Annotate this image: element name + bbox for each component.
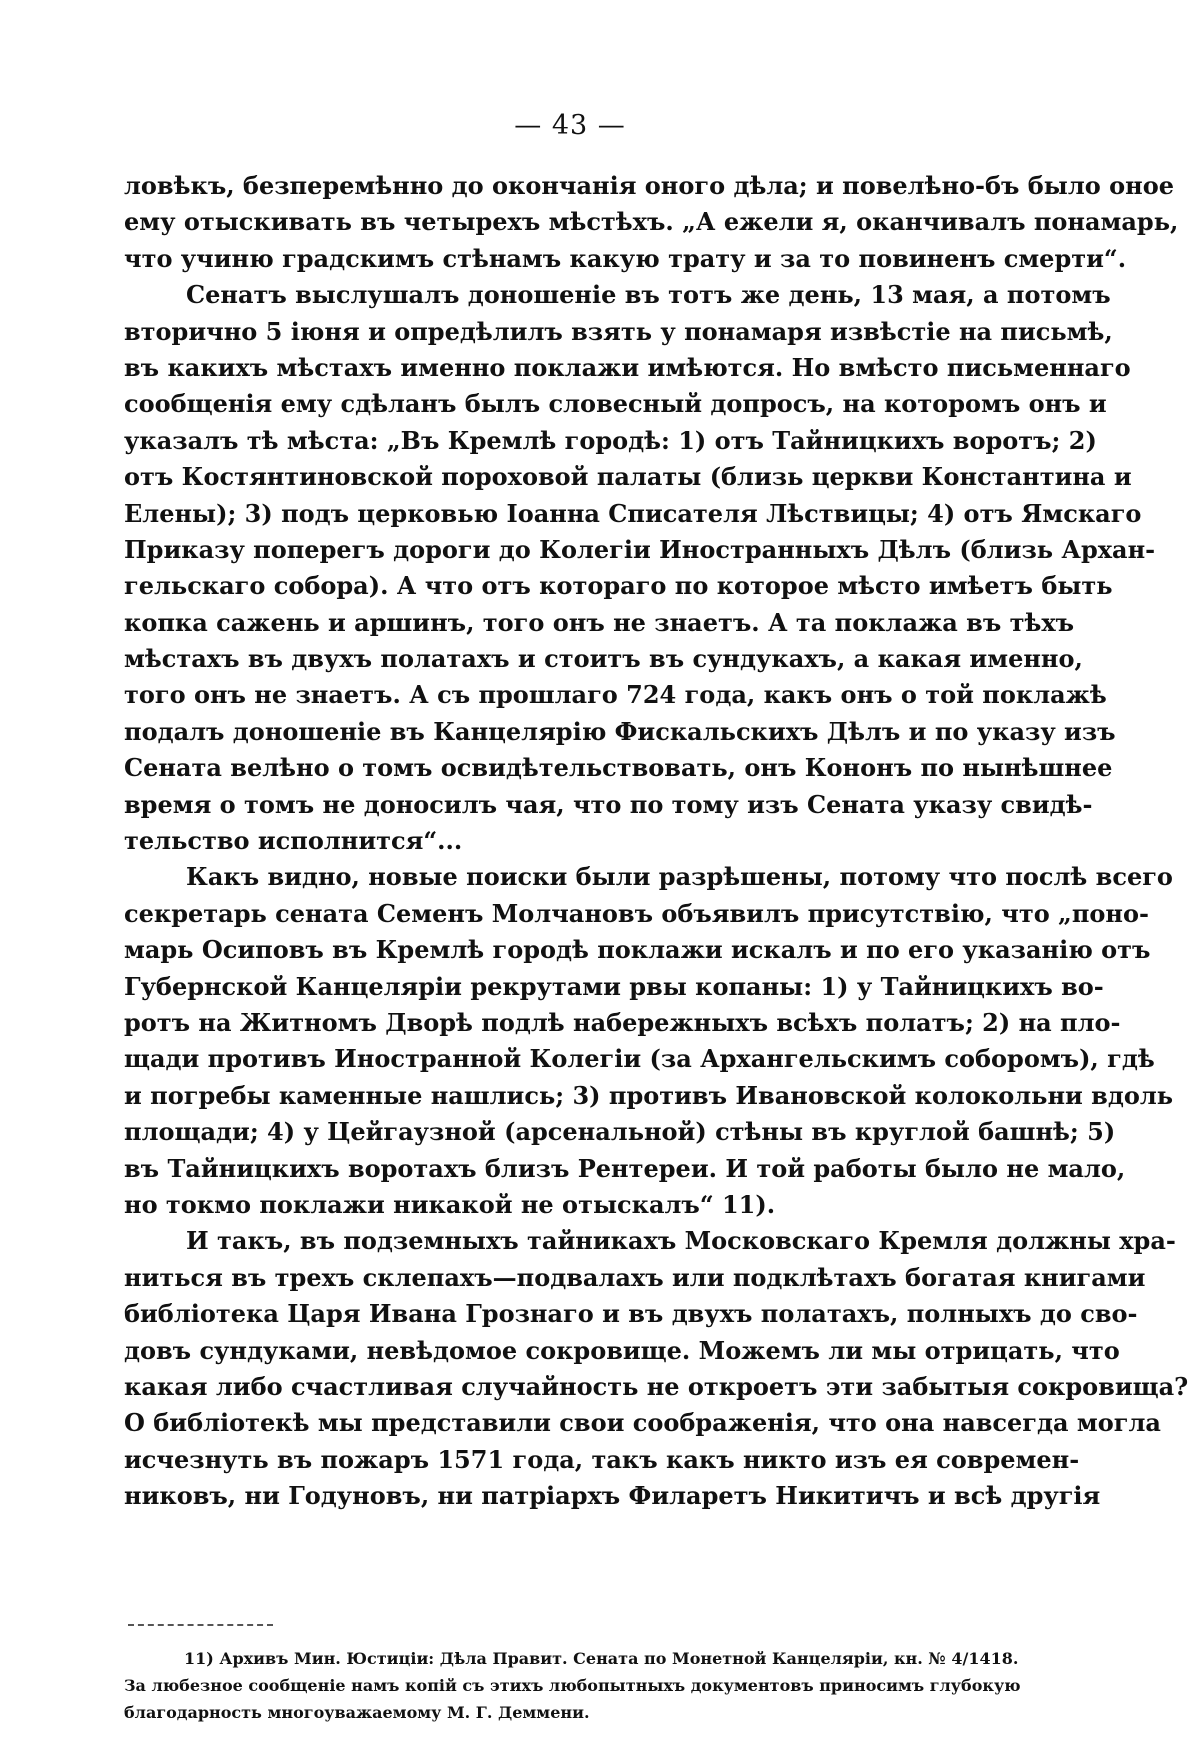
text-line: въ какихъ мѣстахъ именно поклажи имѣются. Но вмѣсто письменнаго [124, 352, 1131, 382]
footnote-line: За любезное сообщеніе намъ копій съ этихъ любопытныхъ документовъ приносимъ глубокую [124, 1676, 1021, 1695]
footnote-line: 11) Архивъ Мин. Юстиціи: Дѣла Правит. Сената по Монетной Канцеляріи, кн. № 4/1418. [184, 1649, 1019, 1668]
text-line: ему отыскивать въ четырехъ мѣстѣхъ. „А ежели я, оканчивалъ понамарь, [124, 207, 1179, 237]
text-line: подалъ доношеніе въ Канцелярію Фискальскихъ Дѣлъ и по указу изъ [124, 716, 1116, 746]
text-line: указалъ тѣ мѣста: „Въ Кремлѣ городѣ: 1) отъ Тайницкихъ воротъ; 2) [124, 425, 1097, 455]
text-line: площади; 4) у Цейгаузной (арсенальной) стѣны въ круглой башнѣ; 5) [124, 1117, 1116, 1147]
text-line: библіотека Царя Ивана Грознаго и въ двухъ полатахъ, полныхъ до сво- [124, 1299, 1138, 1329]
text-line: ниться въ трехъ склепахъ—подвалахъ или подклѣтахъ богатая книгами [124, 1262, 1146, 1292]
text-line: что учиню градскимъ стѣнамъ какую трату и за то повиненъ смерти“. [124, 243, 1127, 273]
paragraph-start-line: Какъ видно, новые поиски были разрѣшены, потому что послѣ всего [186, 862, 1173, 892]
text-line: вторично 5 іюня и опредѣлилъ взять у понамаря извѣстіе на письмѣ, [124, 316, 1113, 346]
text-line: секретарь сената Семенъ Молчановъ объявилъ присутствію, что „поно- [124, 898, 1149, 928]
footnote-line: благодарность многоуважаемому М. Г. Деммени. [124, 1703, 590, 1722]
text-line: гельскаго собора). А что отъ котораго по которое мѣсто имѣетъ быть [124, 571, 1113, 601]
text-line: никовъ, ни Годуновъ, ни патріархъ Филаретъ Никитичъ и всѣ другія [124, 1481, 1101, 1511]
text-line: того онъ не знаетъ. А съ прошлаго 724 года, какъ онъ о той поклажѣ [124, 680, 1107, 710]
footnote-separator [128, 1624, 273, 1626]
text-line: мѣстахъ въ двухъ полатахъ и стоитъ въ сундукахъ, а какая именно, [124, 644, 1083, 674]
text-line: марь Осиповъ въ Кремлѣ городѣ поклажи искалъ и по его указанію отъ [124, 935, 1151, 965]
text-line: щади противъ Иностранной Колегіи (за Архангельскимъ соборомъ), гдѣ [124, 1044, 1155, 1074]
paragraph-end-line: тельство исполнится“... [124, 826, 463, 856]
paragraph-start-line: И такъ, въ подземныхъ тайникахъ Московскаго Кремля должны хра- [186, 1226, 1176, 1256]
footnotes [124, 1645, 1021, 1726]
text-line: и погребы каменные нашлись; 3) противъ Ивановской колокольни вдоль [124, 1080, 1174, 1110]
page-number: — 43 — [514, 110, 626, 141]
text-line: Сената велѣно о томъ освидѣтельствовать, онъ Кононъ по нынѣшнее [124, 753, 1113, 783]
text-line: ловѣкъ, безперемѣнно до окончанія оного дѣла; и повелѣно-бъ было оное [124, 171, 1174, 200]
text-line: ротъ на Житномъ Дворѣ подлѣ набережныхъ всѣхъ полатъ; 2) на пло- [124, 1007, 1121, 1037]
text-line: сообщенія ему сдѣланъ былъ словесный допросъ, на которомъ онъ и [124, 389, 1107, 419]
text-line: исчезнуть въ пожаръ 1571 года, такъ какъ никто изъ ея современ- [124, 1444, 1080, 1474]
text-line: Елены); 3) подъ церковью Іоанна Списателя Лѣствицы; 4) отъ Ямскаго [124, 498, 1142, 528]
paragraph-start-line: Сенатъ выслушалъ доношеніе въ тотъ же день, 13 мая, а потомъ [186, 280, 1111, 310]
body-text [124, 168, 1188, 1514]
text-line: въ Тайницкихъ воротахъ близъ Рентереи. И той работы было не мало, [124, 1153, 1126, 1183]
text-line: Приказу поперегъ дороги до Колегіи Иностранныхъ Дѣлъ (близь Архан- [124, 534, 1156, 564]
paragraph-end-line: но токмо поклажи никакой не отыскалъ“ 11). [124, 1189, 776, 1219]
text-line: время о томъ не доносилъ чая, что по тому изъ Сената указу свидѣ- [124, 789, 1093, 819]
text-line: отъ Костянтиновской пороховой палаты (близь церкви Константина и [124, 462, 1132, 492]
text-line: О библіотекѣ мы представили свои соображенія, что она навсегда могла [124, 1408, 1161, 1438]
text-line: Губернской Канцеляріи рекрутами рвы копаны: 1) у Тайницкихъ во- [124, 971, 1104, 1001]
text-line: какая либо счастливая случайность не откроетъ эти забытыя сокровища? [124, 1371, 1188, 1401]
text-line: довъ сундуками, невѣдомое сокровище. Можемъ ли мы отрицать, что [124, 1335, 1120, 1365]
text-line: копка сажень и аршинъ, того онъ не знаетъ. А та поклажа въ тѣхъ [124, 607, 1075, 637]
